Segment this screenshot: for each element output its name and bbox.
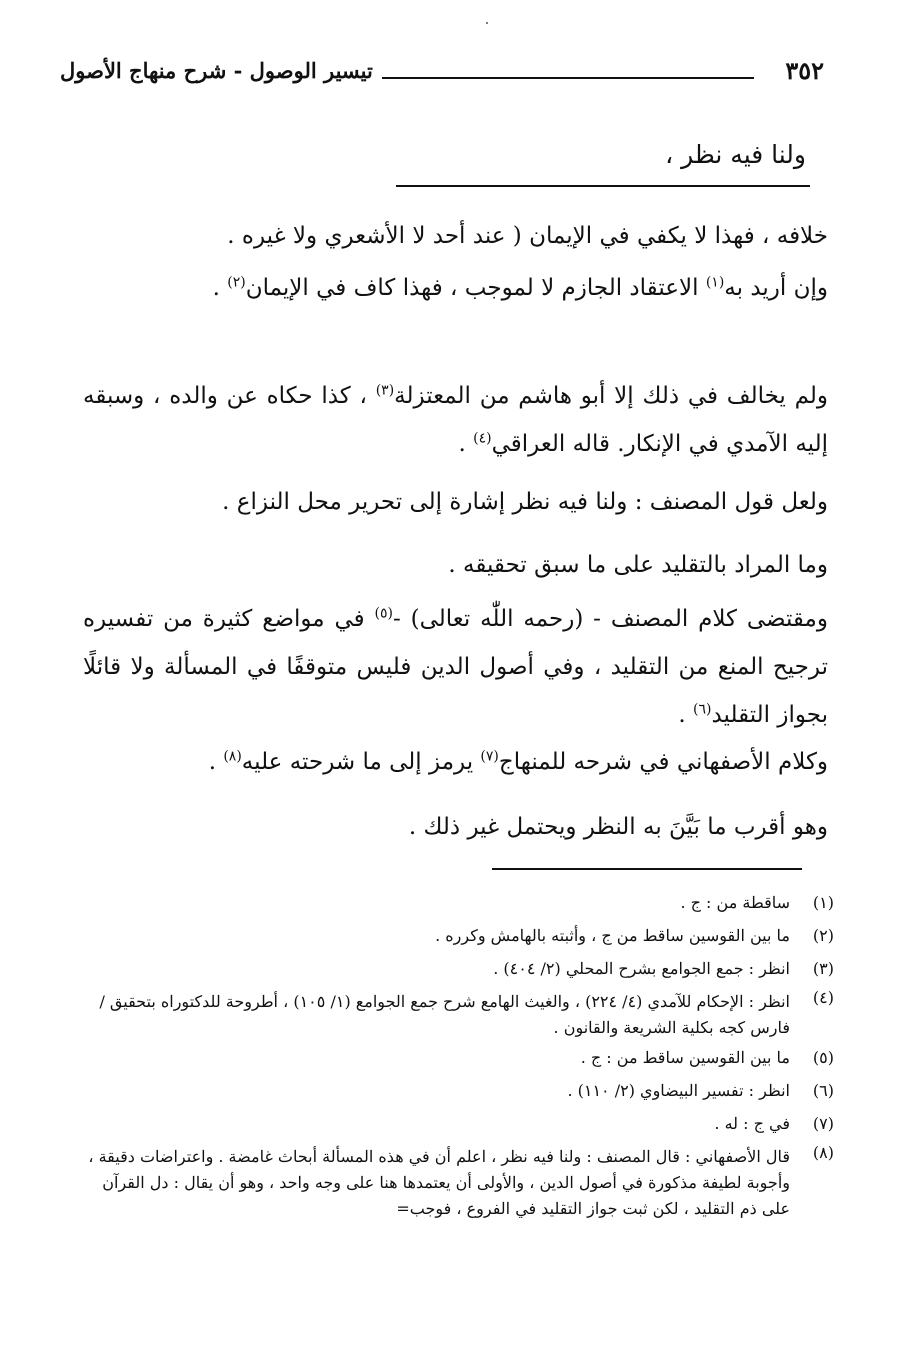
footnote-ref-7: (٧) [480,748,499,765]
paragraph-5: وما المراد بالتقليد على ما سبق تحقيقه . [448,552,828,578]
footnote-ref-8: (٨) [223,748,242,765]
paragraph-7-text-c: . [208,749,217,775]
paragraph-6-text-c: . [678,702,686,728]
paragraph-3 [83,372,828,468]
footnotes [74,886,834,1222]
paragraph-7-text-b: يرمز إلى ما شرحته عليه [241,749,474,775]
footnote-text: انظر : جمع الجوامع بشرح المحلي (٢/ ٤٠٤) . [493,959,790,978]
footnote-number: (٥) [812,1048,834,1067]
paragraph-6-text-b: في مواضع كثيرة من تفسيره ترجيح المنع من التقليد ، وفي أصول الدين فليس متوقفًا في المسألة ولا قائلًا بجواز التقليد [83,606,828,728]
footnote-number: (٢) [812,926,834,945]
page-number: ٣٥٢ [785,56,824,85]
footnote-number: (٧) [812,1114,834,1133]
paragraph-7 [83,738,828,786]
footnote-item [74,1074,834,1107]
paragraph-6-text-a: ومقتضى كلام المصنف - (رحمه اللّٰه تعالى) - [393,606,828,632]
footnote-ref-3: (٣) [375,382,395,399]
footnote-ref-2: (٢) [227,274,246,291]
running-title: تيسير الوصول - شرح منهاج الأصول [60,58,373,83]
footnote-text: قال الأصفهاني : قال المصنف : ولنا فيه نظر ، اعلم أن في هذه المسألة أبحاث غامضة . واعتراضات دقيقة ، وأجوبة لطيفة مذكورة في أصول الدين ، والأولى أن يعتمدها هنا على وجه واحد ، وهو أن يقال : دل القرآن على ذم التقليد ، لكن ثبت جواز التقليد في الفروع ، فوجب= [88,1147,790,1218]
paragraph-3-text-b: ، كذا حكاه عن والده ، وسبقه إليه الآمدي في الإنكار. قاله العراقي [83,383,828,457]
footnote-item [74,1107,834,1140]
paragraph-6 [83,595,828,739]
footnote-text: ما بين القوسين ساقط من ج ، وأثبته بالهامش وكرره . [435,926,790,945]
page-speck [486,22,488,24]
footnote-item [74,1041,834,1074]
footnote-number: (٤) [812,988,834,1007]
footnote-ref-5: (٥) [374,605,393,622]
footnote-item [74,919,834,952]
paragraph-7-text-a: وكلام الأصفهاني في شرحه للمنهاج [498,749,828,775]
footnote-number: (٣) [812,959,834,978]
paragraph-8: وهو أقرب ما بَيَّنَ به النظر ويحتمل غير ذلك . [408,814,828,840]
matn-text: ولنا فيه نظر ، [665,140,806,169]
footnote-item [74,985,834,1041]
paragraph-3-text-a: ولم يخالف في ذلك إلا أبو هاشم من المعتزلة [394,383,829,409]
paragraph-1: خلافه ، فهذا لا يكفي في الإيمان ( عند أحد لا الأشعري ولا غيره . [227,223,828,249]
footnote-text: ما بين القوسين ساقط من : ج . [580,1048,790,1067]
footnotes-separator [492,868,802,870]
footnote-number: (٨) [812,1143,834,1162]
footnote-ref-4: (٤) [473,430,492,447]
footnote-text: انظر : الإحكام للآمدي (٤/ ٢٢٤) ، والغيث الهامع شرح جمع الجوامع (١/ ١٠٥) ، أطروحة للدكتوراه بتحقيق / فارس كجه بكلية الشريعة والقانون . [99,992,790,1037]
paragraph-3-text-c: . [458,431,466,457]
matn-rule [396,185,810,187]
footnote-number: (١) [812,893,834,912]
footnote-ref-1: (١) [705,274,725,291]
footnote-ref-6: (٦) [692,701,712,718]
paragraph-2-text-b: الاعتقاد الجازم لا لموجب ، فهذا كاف في الإيمان [245,275,699,301]
paragraph-4: ولعل قول المصنف : ولنا فيه نظر إشارة إلى تحرير محل النزاع . [222,489,828,515]
paragraph-2-text-c: . [212,275,220,301]
header-rule [382,77,754,79]
footnote-item [74,952,834,985]
footnote-text: انظر : تفسير البيضاوي (٢/ ١١٠) . [567,1081,790,1100]
footnote-number: (٦) [812,1081,834,1100]
footnote-text: في ج : له . [714,1114,790,1133]
paragraph-2 [83,264,828,312]
footnote-text: ساقطة من : ج . [680,893,790,912]
footnote-item [74,1140,834,1222]
paragraph-2-text-a: وإن أريد به [724,275,828,301]
footnote-item [74,886,834,919]
